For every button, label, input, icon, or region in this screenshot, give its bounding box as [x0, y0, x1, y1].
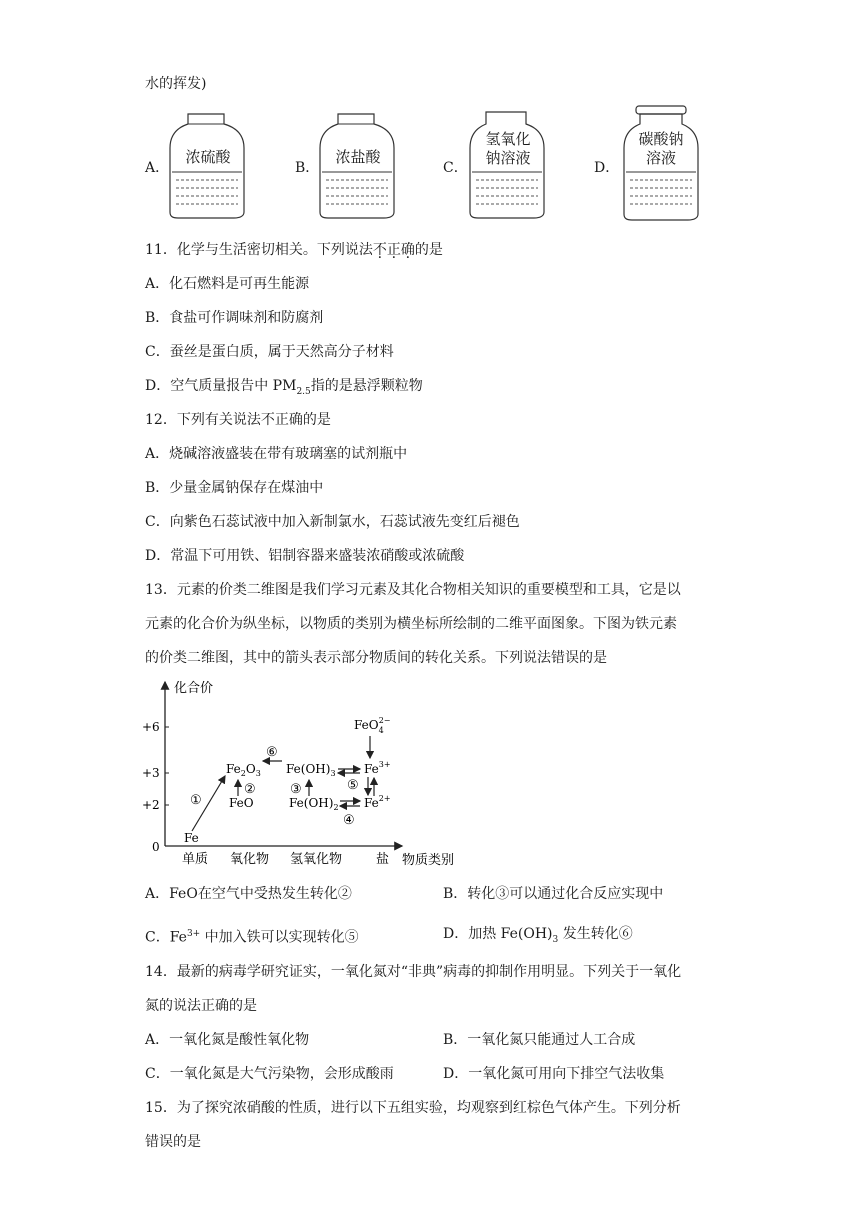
q12-stem: 12．下列有关说法不正确的是 [145, 412, 331, 428]
bottle-c-label-line2: 钠溶液 [485, 149, 531, 167]
continued-text: 水的挥发) [145, 76, 207, 92]
q11-option-d: D．空气质量报告中 $PM_{2.5}$指的是悬浮颗粒物 [145, 378, 423, 397]
bottle-c-label-line1: 氢氧化 [485, 130, 531, 148]
q12-option-a: A．烧碱溶液盛装在带有玻璃塞的试剂瓶中 [145, 446, 408, 462]
q14-stem-line1: 14．最新的病毒学研究证实，一氧化氮对“非典”病毒的抑制作用明显。下列关于一氧化 [145, 964, 682, 980]
species-feo4: FeO$_4$2− [354, 716, 391, 735]
q11-option-c: C．蚕丝是蛋白质，属于天然高分子材料 [145, 344, 394, 360]
x-tick-salt: 盐 [376, 852, 390, 867]
bottle-d-label-line1: 碳酸钠 [638, 130, 684, 148]
y-tick-plus2: +2 [142, 798, 160, 812]
marker-1: ① [190, 793, 202, 808]
q11-option-a: A．化石燃料是可再生能源 [145, 276, 310, 292]
q13-option-d: D．加热 $Fe(OH)_3$ 发生转化⑥ [443, 926, 633, 945]
marker-5: ⑤ [347, 778, 359, 793]
q13-option-c: C．$Fe^{3+}$ 中加入铁可以实现转化⑤ [145, 929, 359, 946]
bottle-b-label: 浓盐酸 [335, 148, 381, 166]
y-tick-zero: 0 [152, 840, 160, 854]
x-axis-label: 物质类别 [402, 853, 455, 868]
q13-option-b: B．转化③可以通过化合反应实现中 [443, 886, 664, 902]
species-feoh3: $Fe(OH)_3$ [286, 762, 336, 778]
bottle-c-label [468, 130, 548, 168]
bottle-d-label [620, 130, 702, 168]
q14-option-c: C．一氧化氮是大气污染物，会形成酸雨 [145, 1066, 394, 1082]
marker-6: ⑥ [266, 745, 278, 760]
y-tick-plus3: +3 [142, 766, 160, 780]
marker-4: ④ [343, 813, 355, 828]
q13-option-a: A．FeO在空气中受热发生转化② [145, 886, 352, 902]
species-fe2o3: $Fe_2O_3$ [226, 762, 261, 778]
species-feoh2: $Fe(OH)_2$ [289, 796, 339, 812]
q12-option-d: D．常温下可用铁、铝制容器来盛装浓硝酸或浓硫酸 [145, 548, 465, 564]
species-fe2: $Fe^{2+}$ [364, 794, 391, 810]
option-d-letter: D． [594, 160, 620, 176]
y-tick-plus6: +6 [142, 720, 160, 734]
species-feo: FeO [229, 796, 254, 810]
option-a-letter: A． [145, 160, 170, 176]
marker-2: ② [244, 782, 256, 797]
x-tick-oxide: 氧化物 [230, 852, 270, 867]
bottle-a-label: 浓硫酸 [185, 148, 231, 166]
q11-stem: 11．化学与生活密切相关。下列说法不正确的是 [145, 242, 443, 258]
iron-valence-diagram [140, 676, 470, 872]
q14-option-d: D．一氧化氮可用向下排空气法收集 [443, 1066, 665, 1082]
q13-stem-line2: 元素的化合价为纵坐标，以物质的类别为横坐标所绘制的二维平面图象。下图为铁元素 [145, 616, 677, 632]
bottle-d-label-line2: 溶液 [645, 149, 676, 167]
x-tick-elemental: 单质 [182, 852, 209, 867]
y-axis-label: 化合价 [174, 681, 214, 696]
q13-stem-line1: 13．元素的价类二维图是我们学习元素及其化合物相关知识的重要模型和工具，它是以 [145, 582, 681, 598]
q14-option-b: B．一氧化氮只能通过人工合成 [443, 1032, 636, 1048]
marker-3: ③ [290, 782, 302, 797]
q15-stem-line2: 错误的是 [145, 1134, 201, 1150]
q12-option-c: C．向紫色石蕊试液中加入新制氯水，石蕊试液先变红后褪色 [145, 514, 520, 530]
option-c-letter: C． [443, 160, 468, 176]
option-b-letter: B． [295, 160, 320, 176]
q14-option-a: A．一氧化氮是酸性氧化物 [145, 1032, 310, 1048]
q11-option-b: B．食盐可作调味剂和防腐剂 [145, 310, 324, 326]
q15-stem-line1: 15．为了探究浓硝酸的性质，进行以下五组实验，均观察到红棕色气体产生。下列分析 [145, 1100, 681, 1116]
q14-stem-line2: 氮的说法正确的是 [145, 998, 257, 1014]
x-tick-hydroxide: 氢氧化物 [290, 852, 343, 867]
q12-option-b: B．少量金属钠保存在煤油中 [145, 480, 324, 496]
species-fe3: $Fe^{3+}$ [364, 760, 391, 776]
species-fe: Fe [184, 831, 199, 845]
q13-stem-line3: 的价类二维图，其中的箭头表示部分物质间的转化关系。下列说法错误的是 [145, 650, 607, 666]
